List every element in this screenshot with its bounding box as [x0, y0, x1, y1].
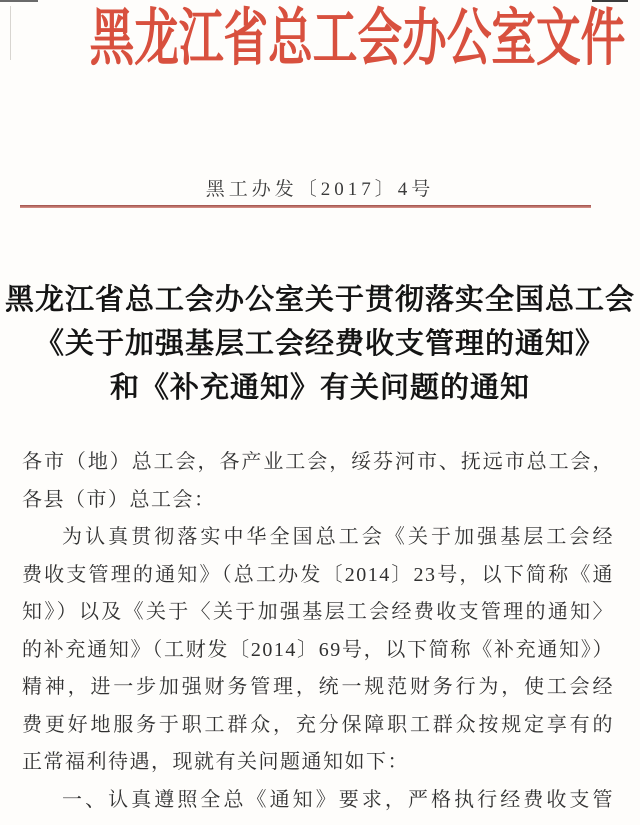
red-divider-rule: [20, 205, 591, 208]
body-line-addressees: 各县（市）总工会：: [22, 488, 216, 511]
body-line-paragraph: 费更好地服务于职工群众，充分保障职工群众按规定享有的: [22, 713, 614, 736]
scan-artifact-left-edge: [10, 6, 11, 60]
body-line-paragraph: 知》）以及《关于〈关于加强基层工会经费收支管理的通知〉: [22, 601, 614, 623]
body-line-section-item: 一、认真遵照全总《通知》要求，严格执行经费收支管: [62, 788, 614, 811]
body-line-paragraph: 的补充通知》（工财发〔2014〕69号，以下简称《补充通知》）: [22, 638, 614, 661]
scan-artifact-top-left: [0, 0, 38, 2]
body-line-addressees: 各市（地）总工会，各产业工会，绥芬河市、抚远市总工会，: [22, 451, 614, 473]
document-title-line: 《关于加强基层工会经费收支管理的通知》: [34, 328, 605, 360]
issuing-organization-banner: 黑龙江省总工会办公室文件: [89, 5, 626, 73]
body-line-paragraph: 正常福利待遇，现就有关问题通知如下：: [22, 751, 409, 773]
scan-artifact-top-right: [592, 0, 628, 2]
body-line-paragraph: 费收支管理的通知》（总工办发〔2014〕23号，以下简称《通: [22, 563, 614, 586]
body-line-paragraph: 为认真贯彻落实中华全国总工会《关于加强基层工会经: [62, 526, 614, 548]
document-title: [0, 278, 640, 410]
document-body: [22, 444, 614, 819]
document-reference-number: 黑工办发〔2017〕4号: [205, 179, 435, 200]
document-title-line: 和《补充通知》有关问题的通知: [109, 372, 530, 404]
body-line-paragraph: 精神，进一步加强财务管理，统一规范财务行为，使工会经: [22, 676, 614, 698]
document-title-line: 黑龙江省总工会办公室关于贯彻落实全国总工会: [4, 284, 635, 316]
